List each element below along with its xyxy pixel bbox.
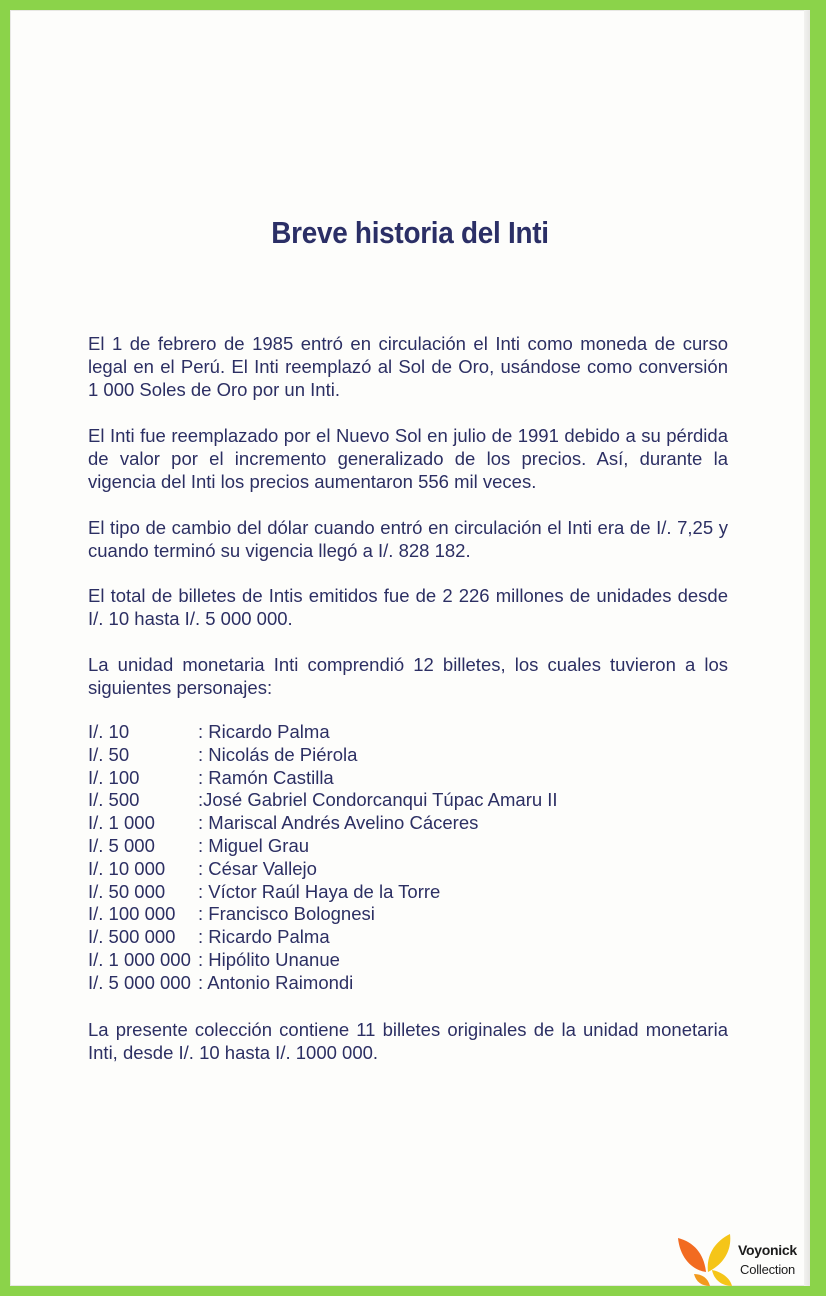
paragraph-total-issued	[88, 584, 728, 630]
paragraph-text: La presente colección contiene 11 billetes originales de la unidad monetaria Inti, desde I/. 10 hasta I/. 1000 000.	[88, 1019, 728, 1063]
denomination: I/. 1 000	[88, 812, 155, 834]
paragraph-exchange-rate	[88, 516, 728, 562]
list-item	[88, 881, 728, 904]
watermark-name: Voyonick	[738, 1242, 797, 1258]
page-edge	[804, 10, 810, 1286]
paragraph-text: El Inti fue reemplazado por el Nuevo Sol en julio de 1991 debido a su pérdida de valor por el incremento generalizado de los precios. Así, durante la vigencia del Inti los precios aumentaron 556 mil veces.	[88, 425, 728, 492]
person-name: : Hipólito Unanue	[198, 948, 340, 970]
list-item	[88, 835, 728, 858]
paragraph-text: El 1 de febrero de 1985 entró en circulación el Inti como moneda de curso legal en el Perú. El Inti reemplazó al Sol de Oro, usándose como conversión 1 000 Soles de Oro por un Inti.	[88, 333, 728, 400]
denomination: I/. 10	[88, 721, 130, 742]
list-item	[88, 858, 728, 881]
paragraph-replacement	[88, 424, 728, 493]
list-item	[88, 744, 728, 767]
denomination: I/. 100	[88, 766, 140, 788]
paragraph-intro	[88, 332, 728, 401]
person-name: : Miguel Grau	[198, 834, 310, 856]
denomination: I/. 500 000	[88, 926, 176, 948]
list-item	[88, 721, 728, 744]
paragraph-text: El tipo de cambio del dólar cuando entró en circulación el Inti era de I/. 7,25 y cuando terminó su vigencia llegó a I/. 828 182.	[88, 517, 728, 561]
denomination: I/. 50 000	[88, 880, 166, 902]
person-name: : Nicolás de Piérola	[198, 743, 358, 765]
leaf-logo-icon	[672, 1228, 738, 1288]
person-name: : Antonio Raimondi	[198, 971, 354, 993]
paragraph-text: El total de billetes de Intis emitidos fue de 2 226 millones de unidades desde I/. 10 hasta I/. 5 000 000.	[88, 585, 728, 629]
paragraph-text: La unidad monetaria Inti comprendió 12 billetes, los cuales tuvieron a los siguientes personajes:	[88, 654, 728, 698]
denomination: I/. 500	[88, 789, 140, 811]
list-item	[88, 903, 728, 926]
person-name: : Mariscal Andrés Avelino Cáceres	[198, 812, 479, 834]
person-name: :José Gabriel Condorcanqui Túpac Amaru II	[198, 789, 558, 811]
watermark-logo	[672, 1228, 812, 1288]
list-item	[88, 972, 728, 995]
person-name: : Ricardo Palma	[198, 721, 330, 742]
denomination: I/. 5 000 000	[88, 971, 191, 993]
person-name: : Ricardo Palma	[198, 926, 330, 948]
denomination: I/. 100 000	[88, 903, 176, 925]
watermark-subtitle: Collection	[740, 1262, 796, 1277]
list-item	[88, 789, 728, 812]
denomination: I/. 50	[88, 743, 130, 765]
person-name: : Ramón Castilla	[198, 766, 334, 788]
list-item	[88, 926, 728, 949]
person-name: : Francisco Bolognesi	[198, 903, 375, 925]
document-page	[10, 10, 810, 1286]
denomination: I/. 1 000 000	[88, 948, 191, 970]
banknote-list	[88, 721, 728, 995]
denomination: I/. 5 000	[88, 834, 155, 856]
paragraph-closing	[88, 1018, 728, 1064]
paragraph-list-intro	[88, 653, 728, 699]
page-title: Breve historia del Inti	[271, 215, 549, 250]
list-item	[88, 812, 728, 835]
person-name: : César Vallejo	[198, 857, 317, 879]
person-name: : Víctor Raúl Haya de la Torre	[198, 880, 441, 902]
denomination: I/. 10 000	[88, 857, 166, 879]
list-item	[88, 767, 728, 790]
list-item	[88, 949, 728, 972]
